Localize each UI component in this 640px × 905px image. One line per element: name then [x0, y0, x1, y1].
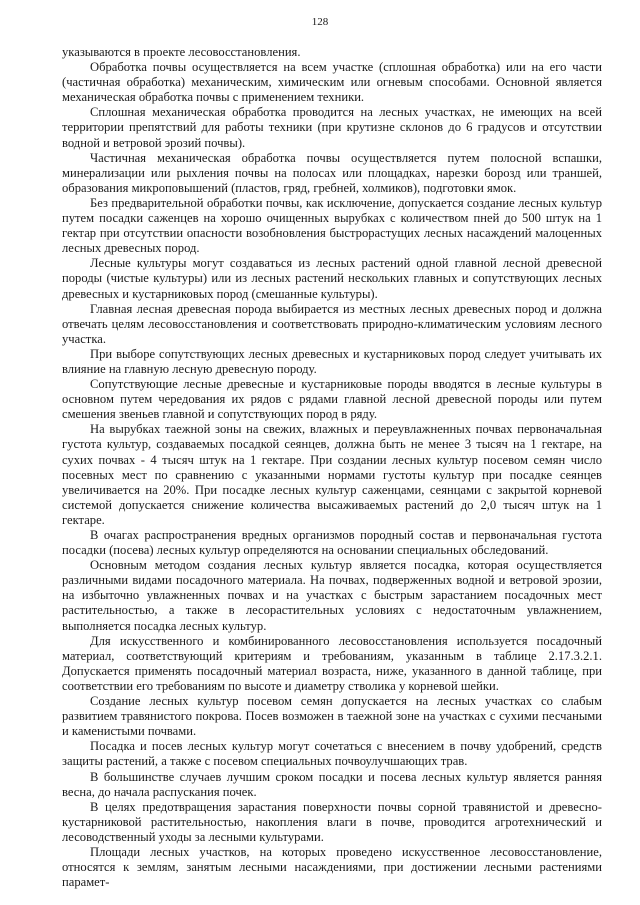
paragraph: Основным методом создания лесных культур является посадка, которая осуществляется различными видами посадочного материала. На почвах, подверженных водной и ветровой эрозии, на избыточно увлажненных почвах и на участках с быстрым зарастанием посадочных мест растительностью, а также в лесорастительных условиях с недостаточным увлажнением, выполняется посадка лесных культур.: [62, 558, 602, 633]
paragraph: Создание лесных культур посевом семян допускается на лесных участках со слабым развитием травянистого покрова. Посев возможен в таежной зоне на участках с сухими песчаными и каменистыми почвами.: [62, 694, 602, 739]
document-body: [62, 45, 602, 890]
paragraph: В целях предотвращения зарастания поверхности почвы сорной травянистой и древесно-кустарниковой растительностью, накопления влаги в почве, проводится агротехнический и лесоводственный уходы за лесными культурами.: [62, 799, 602, 844]
paragraph: В большинстве случаев лучшим сроком посадки и посева лесных культур является ранняя весна, до начала распускания почек.: [62, 769, 602, 799]
paragraph: Без предварительной обработки почвы, как исключение, допускается создание лесных культур путем посадки саженцев на хорошо очищенных вырубках с количеством пней до 500 штук на 1 гектар при отсутствии опасности возобновления быстрорастущих лесных насаждений малоценных лесных древесных пород.: [62, 195, 602, 256]
paragraph: Площади лесных участков, на которых проведено искусственное лесовосстановление, относятся к землям, занятым лесными насаждениями, при достижении лесными растениями парамет-: [62, 844, 602, 890]
paragraph: Посадка и посев лесных культур могут сочетаться с внесением в почву удобрений, средств защиты растений, а также с посевом специальных почвоулучшающих трав.: [62, 739, 602, 769]
paragraph: Главная лесная древесная порода выбирается из местных лесных древесных пород и должна отвечать целям лесовосстановления и соответствовать природно-климатическим условиям лесного участка.: [62, 301, 602, 346]
paragraph: Для искусственного и комбинированного лесовосстановления используется посадочный материал, соответствующий критериям и требованиям, указанным в таблице 2.17.3.2.1. Допускается применять посадочный материал возраста, ниже, указанного в данной таблице, при соответствии его требованиям по высоте и диаметру стволика у корневой шейки.: [62, 633, 602, 693]
paragraph: указываются в проекте лесовосстановления.: [62, 45, 301, 59]
paragraph: На вырубках таежной зоны на свежих, влажных и переувлажненных почвах первоначальная густота культур, создаваемых посадкой сеянцев, должна быть не менее 3 тысяч на 1 гектаре, на сухих почвах - 4 тысяч штук на 1 гектаре. При создании лесных культур посевом семян число посевных мест по сравнению с указанными нормами густоты культур при посадке сеянцев увеличивается на 20%. При посадке лесных культур саженцами, сеянцами с закрытой корневой системой допускается снижение количества высаживаемых растений до 2,0 тысяч штук на 1 гектаре.: [62, 422, 602, 527]
paragraph: Лесные культуры могут создаваться из лесных растений одной главной лесной древесной породы (чистые культуры) или из лесных растений нескольких главных и сопутствующих лесных древесных и кустарниковых пород (смешанные культуры).: [62, 256, 602, 301]
paragraph: Обработка почвы осуществляется на всем участке (сплошная обработка) или на его части (частичная обработка) механическим, химическим или огневым способами. Основной является механическая обработка почвы с применением техники.: [62, 60, 602, 105]
page-number: 128: [311, 16, 329, 28]
paragraph: Сопутствующие лесные древесные и кустарниковые породы вводятся в лесные культуры в основном путем чередования их рядов с рядами главной лесной древесной породы или путем смешения звеньев главной и сопутствующих пород в ряду.: [62, 377, 602, 422]
paragraph: В очагах распространения вредных организмов породный состав и первоначальная густота посадки (посева) лесных культур определяются на основании специальных обследований.: [62, 528, 602, 558]
paragraph: Сплошная механическая обработка проводится на лесных участках, не имеющих на всей территории препятствий для работы техники (при крутизне склонов до 6 градусов и отсутствии водной и ветровой эрозий почвы).: [62, 105, 602, 150]
paragraph: Частичная механическая обработка почвы осуществляется путем полосной вспашки, минерализации или рыхления почвы на полосах или площадках, нарезки борозд или траншей, образования микроповышений (пластов, гряд, гребней, холмиков), подготовки ямок.: [62, 150, 602, 195]
paragraph: При выборе сопутствующих лесных древесных и кустарниковых пород следует учитывать их влияние на главную лесную древесную породу.: [62, 346, 602, 376]
